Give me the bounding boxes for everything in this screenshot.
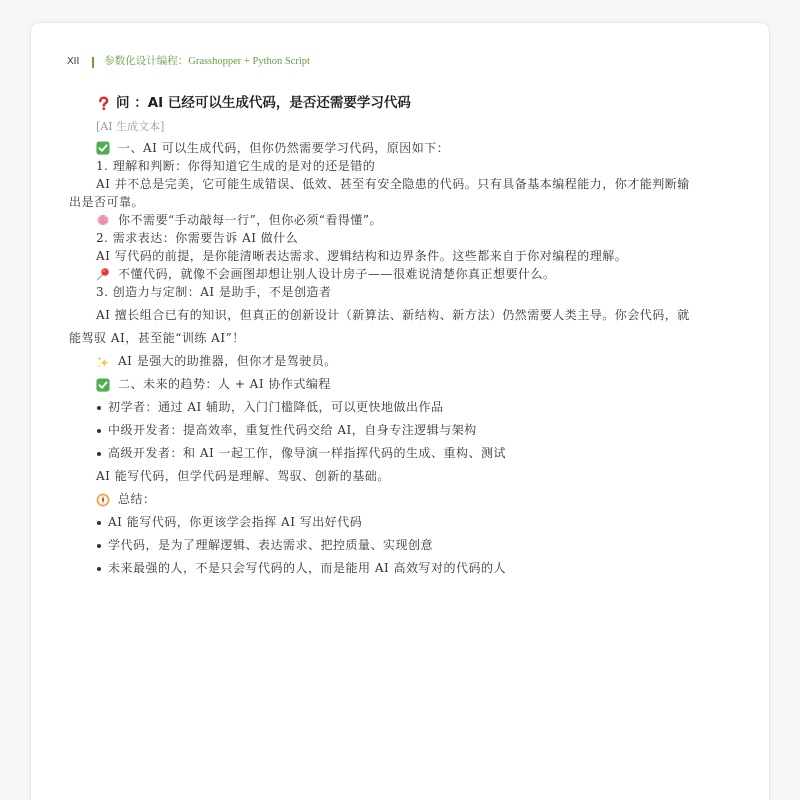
question-heading — [69, 93, 701, 113]
page-number: XII — [67, 56, 80, 67]
reason-3-body: AI 擅长组合已有的知识，但真正的创新设计（新算法、新结构、新方法）仍然需要人类主导。你会代码，就能驾驭 AI，甚至能“训练 AI”！ — [69, 308, 690, 345]
article-body — [69, 93, 701, 580]
bullet-icon — [97, 429, 101, 433]
summary-heading — [69, 488, 701, 511]
section-1-heading — [69, 139, 701, 157]
summary-item — [69, 511, 701, 534]
reason-3-tip — [69, 350, 701, 373]
list-item-text: 中级开发者：提高效率，重复性代码交给 AI，自身专注逻辑与架构 — [108, 423, 477, 437]
reason-2-tip-text: 不懂代码，就像不会画图却想让别人设计房子——很难说清楚你真正想要什么。 — [118, 267, 556, 281]
section-2-conclusion: AI 能写代码，但学代码是理解、驾驭、创新的基础。 — [96, 469, 390, 483]
source-label: [AI 生成文本] — [96, 120, 165, 133]
bullet-icon — [97, 406, 101, 410]
reason-3-title: 3. 创造力与定制：AI 是助手，不是创造者 — [96, 285, 332, 299]
pushpin-icon — [96, 267, 110, 281]
question-mark-icon — [96, 96, 111, 111]
summary-item — [69, 534, 701, 557]
section-future-and-summary — [69, 304, 701, 580]
section-reasons — [69, 139, 701, 301]
section-2-heading-text: 二、未来的趋势：人 + AI 协作式编程 — [118, 377, 331, 391]
list-item — [69, 442, 701, 465]
bullet-icon — [97, 452, 101, 456]
summary-item-text: 未来最强的人，不是只会写代码的人，而是能用 AI 高效写对的代码的人 — [108, 561, 507, 575]
section-1-heading-text: 一、AI 可以生成代码，但你仍然需要学习代码，原因如下： — [118, 141, 450, 155]
check-mark-icon — [96, 378, 110, 392]
reason-3-tip-text: AI 是强大的助推器，但你才是驾驶员。 — [118, 354, 337, 368]
reason-2-tip — [69, 265, 701, 283]
summary-heading-text: 总结： — [118, 492, 156, 506]
list-item-text: 高级开发者：和 AI 一起工作，像导演一样指挥代码的生成、重构、测试 — [108, 446, 507, 460]
brain-icon — [96, 213, 110, 227]
reason-2-title: 2. 需求表达：你需要告诉 AI 做什么 — [96, 231, 299, 245]
running-header — [67, 55, 310, 69]
reason-1-tip — [69, 211, 701, 229]
bullet-icon — [97, 521, 101, 525]
bullet-icon — [97, 567, 101, 571]
check-mark-icon — [96, 141, 110, 155]
reason-2-body: AI 写代码的前提，是你能清晰表达需求、逻辑结构和边界条件。这些都来自于你对编程的理解。 — [96, 249, 628, 263]
summary-item-text: AI 能写代码，你更该学会指挥 AI 写出好代码 — [108, 515, 363, 529]
summary-item — [69, 557, 701, 580]
list-item — [69, 419, 701, 442]
header-divider — [92, 57, 94, 68]
sparkles-icon — [96, 355, 110, 369]
compass-icon — [96, 493, 110, 507]
reason-1-body: AI 并不总是完美，它可能生成错误、低效、甚至有安全隐患的代码。只有具备基本编程能力，你才能判断输出是否可靠。 — [69, 177, 690, 209]
reason-1-title: 1. 理解和判断：你得知道它生成的是对的还是错的 — [96, 159, 376, 173]
question-text: 问 ：AI 已经可以生成代码，是否还需要学习代码 — [116, 95, 411, 111]
reason-1-tip-text: 你不需要“手动敲每一行”，但你必须“看得懂”。 — [118, 213, 383, 227]
list-item-text: 初学者：通过 AI 辅助，入门门槛降低，可以更快地做出作品 — [108, 400, 444, 414]
section-2-heading — [69, 373, 701, 396]
book-title: 参数化设计编程：Grasshopper + Python Script — [104, 56, 310, 67]
summary-item-text: 学代码，是为了理解逻辑、表达需求、把控质量、实现创意 — [108, 538, 434, 552]
list-item — [69, 396, 701, 419]
book-page — [30, 22, 770, 800]
bullet-icon — [97, 544, 101, 548]
